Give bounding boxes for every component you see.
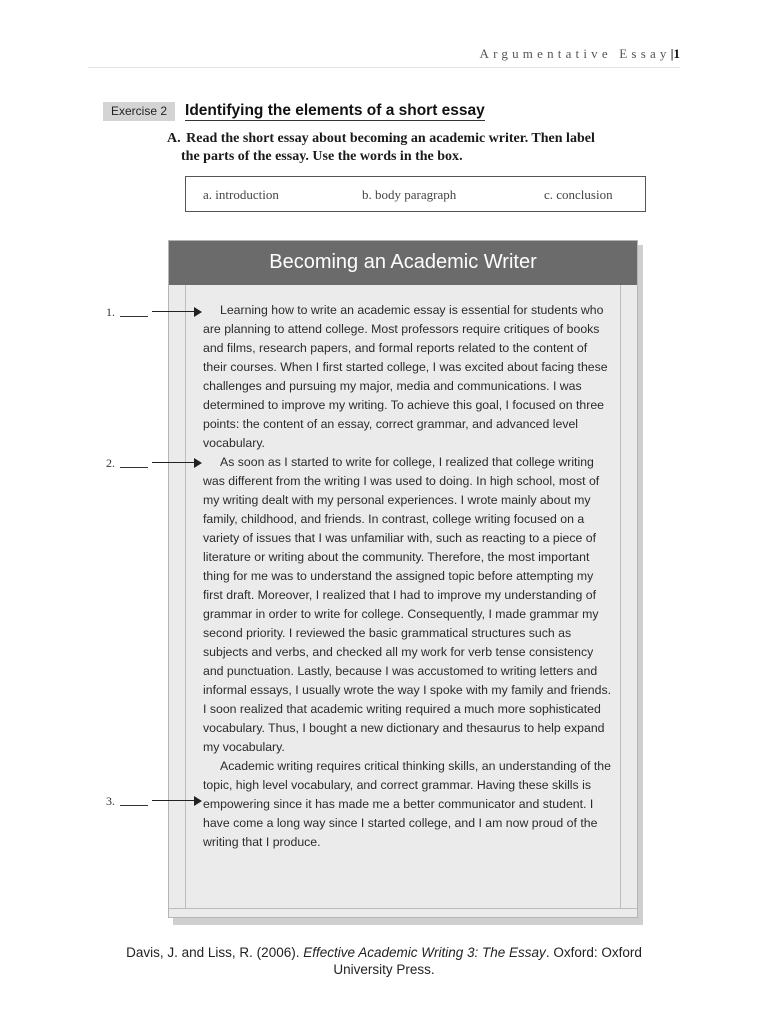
word-box-item-introduction: a. introduction (203, 187, 279, 202)
essay-title: Becoming an Academic Writer (169, 241, 637, 285)
exercise-heading (103, 102, 485, 121)
instruction-line-2b: . (459, 149, 463, 164)
marker-number: 1. (106, 304, 115, 319)
marker-number: 2. (106, 455, 115, 470)
arrow-right-icon (152, 307, 202, 317)
word-box-item-body-paragraph: b. body paragraph (362, 187, 457, 202)
label-marker-2 (106, 456, 202, 470)
exercise-title: Identifying the elements of a short essay (185, 102, 485, 119)
arrow-right-icon (152, 458, 202, 468)
essay-paragraph-conclusion: Academic writing requires critical thinking skills, an understanding of the topic, high level vocabulary, and correct grammar. Having these skills is empowering since it has made me a better communicator and student. I have come a long way since I started college, and I am now proud of the writing that I produce. (203, 759, 611, 849)
instruction-label: A. (167, 131, 181, 146)
answer-blank-1[interactable] (120, 308, 148, 317)
essay-body (203, 301, 613, 852)
instruction-line-2a: the parts of the essay. Use the (181, 149, 360, 164)
instruction-line-1: Read the short essay about becoming an academic writer. Then label (186, 131, 595, 146)
answer-blank-3[interactable] (120, 797, 148, 806)
label-marker-1 (106, 305, 202, 319)
running-title: Argumentative Essay (479, 46, 671, 61)
header-separator: | (670, 46, 674, 61)
instruction-text (167, 130, 637, 166)
citation-publisher: . Oxford: Oxford University Press. (333, 945, 642, 977)
arrow-right-icon (152, 796, 202, 806)
page-number: 1 (673, 46, 680, 61)
running-header (480, 46, 681, 62)
marker-number: 3. (106, 793, 115, 808)
citation-book-title: Effective Academic Writing 3: The Essay (303, 945, 546, 960)
word-box-item-conclusion: c. conclusion (544, 187, 613, 202)
essay-paragraph-body: As soon as I started to write for college, I realized that college writing was different from the writing I was used to doing. In high school, most of my writing dealt with my personal experiences. I wrote mainly about my family, childhood, and friends. In contrast, college writing focused on a variety of issues that I was unfamiliar with, such as reacting to a piece of literature or writing about the community. Therefore, the most important thing for me was to understand the assigned topic before attempting my first draft. Moreover, I realized that I had to improve my understanding of grammar in order to write for college. Consequently, I made grammar my second priority. I reviewed the basic grammatical structures such as subjects and verbs, and checked all my work for verb tense consistency and punctuation. Lastly, because I was accustomed to writing letters and informal essays, I usually wrote the way I spoke with my family and friends. I soon realized that academic writing required a much more sophisticated vocabulary. Thus, I bought a new dictionary and thesaurus to help expand my vocabulary. (203, 455, 612, 754)
answer-blank-2[interactable] (120, 459, 148, 468)
essay-bottom-rule (169, 908, 637, 909)
exercise-tag: Exercise 2 (103, 102, 175, 121)
citation-authors: Davis, J. and Liss, R. (2006). (126, 945, 304, 960)
instruction-words-emphasis: words in the box (359, 149, 460, 164)
citation (100, 944, 668, 978)
header-rule (88, 67, 680, 68)
essay-paragraph-introduction: Learning how to write an academic essay is essential for students who are planning to attend college. Most professors require critiques of books and films, research papers, and formal reports related to the content of their courses. When I first started college, I was excited about facing these challenges and pursuing my major, media and communications. I was determined to improve my writing. To achieve this goal, I focused on three points: the content of an essay, correct grammar, and advanced level vocabulary. (203, 303, 608, 450)
word-box (185, 176, 646, 212)
label-marker-3 (106, 794, 202, 808)
